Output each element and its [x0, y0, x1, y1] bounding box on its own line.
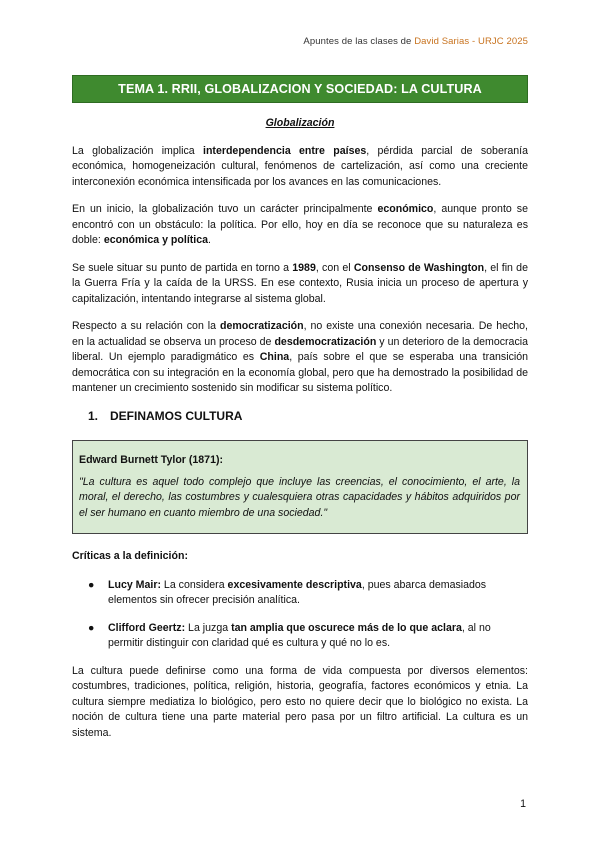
quote-text: "La cultura es aquel todo complejo que incluye las creencias, el conocimiento, el arte, la moral, el derecho, las costumbres y cualesquiera otras capacidades y hábitos adquiridos por el ser humano en cuanto miembro de una sociedad.": [79, 475, 520, 519]
page-header: [303, 36, 528, 47]
list-item: ● Clifford Geertz: La juzga tan amplia que oscurece más de lo que aclara, al no permitir distinguir con claridad qué es cultura y qué no lo es.: [88, 621, 491, 649]
header-author: David Sarias - URJC 2025: [414, 36, 528, 47]
heading-definamos-cultura: 1. DEFINAMOS CULTURA: [88, 408, 243, 423]
bullet-icon: ●: [88, 578, 95, 591]
section-title: Globalización: [265, 117, 335, 129]
document-title: TEMA 1. RRII, GLOBALIZACION Y SOCIEDAD: LA CULTURA: [118, 82, 482, 96]
paragraph-1: La globalización implica interdependencia entre países, pérdida parcial de soberanía económica, homogeneización cultural, fenómenos de cartelización, así como una creciente interconexión económica intensificada por los avances en las comunicaciones.: [72, 144, 528, 188]
bullet-icon: ●: [88, 621, 95, 634]
paragraph-2: En un inicio, la globalización tuvo un carácter principalmente económico, aunque pronto se encontró con un obstáculo: la política. Por ello, hoy en día se reconoce que su naturaleza es doble: económica y política.: [72, 203, 528, 246]
page-number: 1: [520, 798, 526, 810]
tylor-quote-box: [72, 440, 528, 534]
quote-author: Edward Burnett Tylor (1871):: [79, 454, 224, 466]
document-body: [72, 116, 528, 753]
critics-list: [72, 578, 528, 652]
critics-title: Críticas a la definición:: [72, 550, 188, 562]
header-prefix: Apuntes de las clases de: [303, 36, 415, 47]
paragraph-3: Se suele situar su punto de partida en torno a 1989, con el Consenso de Washington, el fin de la Guerra Fría y la caída de la URSS. En ese contexto, Rusia inicia un proceso de apertura y capitalización, intentando integrarse al sistema global.: [72, 261, 528, 305]
paragraph-5: La cultura puede definirse como una forma de vida compuesta por diversos elementos: costumbres, tradiciones, política, religión, historia, geografía, factores económicos y etnia. La cultura siempre mediatiza lo biológico, pero esto no quiere decir que lo biológico no exista. La noción de cultura tiene una parte material pero pasa por un filtro artificial. La cultura es un sistema.: [72, 664, 528, 739]
paragraph-4: Respecto a su relación con la democratización, no existe una conexión necesaria. De hecho, en la actualidad se observa un proceso de desdemocratización y un deterioro de la democracia liberal. Un ejemplo paradigmático es China, país sobre el que se esperaba una transición democrática con su integración en la economía global, pero que ha demostrado la posibilidad de mantener un crecimiento sostenido sin modificar su sistema político.: [72, 320, 529, 394]
title-banner: [72, 75, 528, 103]
list-item: ● Lucy Mair: La considera excesivamente descriptiva, pues abarca demasiados elementos sin ofrecer precisión analítica.: [88, 578, 487, 606]
